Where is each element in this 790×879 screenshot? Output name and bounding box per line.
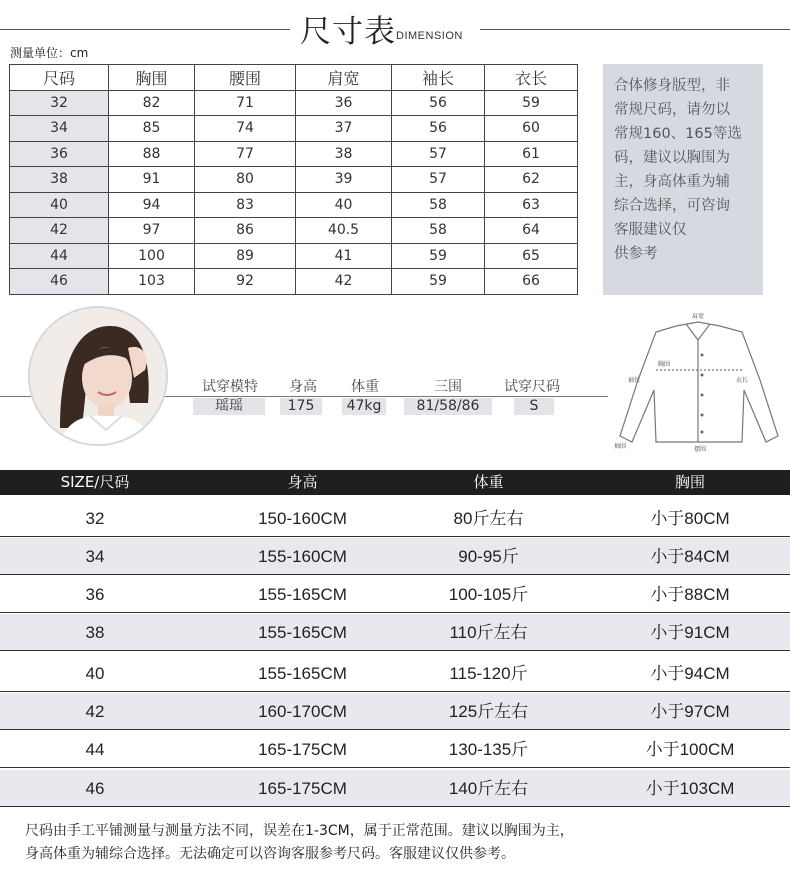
header-height: 身高	[287, 473, 318, 491]
cell-height: 155-165CM	[258, 585, 347, 604]
table-cell: 91	[109, 167, 195, 193]
cell-size: 36	[85, 585, 105, 604]
header-rule-left	[0, 29, 290, 30]
diagram-label-sleeve: 袖长	[628, 377, 641, 384]
table-cell: 37	[296, 116, 392, 142]
table-cell: 60	[485, 116, 578, 142]
cell-weight: 130-135斤	[448, 740, 529, 759]
table-cell: 77	[195, 141, 296, 167]
unit-label: 测量单位：cm	[10, 46, 89, 60]
cell-size: 44	[85, 740, 105, 759]
model-label-weight: 体重	[351, 379, 379, 395]
note-line: 常规尺码，请勿以	[614, 102, 730, 118]
header-waist: 腰围	[195, 65, 296, 91]
table-cell: 56	[392, 90, 485, 116]
table-cell: 80	[195, 167, 296, 193]
table-cell: 42	[296, 269, 392, 295]
header-size: SIZE/尺码	[60, 473, 130, 491]
table-row	[10, 141, 578, 167]
size-row	[0, 655, 790, 692]
size-row	[0, 693, 790, 730]
table-cell: 44	[10, 243, 109, 269]
header-length: 衣长	[485, 65, 578, 91]
table-cell: 59	[392, 243, 485, 269]
table-cell: 94	[109, 192, 195, 218]
table-row	[10, 243, 578, 269]
table-cell: 34	[10, 116, 109, 142]
model-height: 175	[280, 398, 322, 415]
cell-chest: 小于97CM	[650, 702, 730, 721]
table-row	[10, 116, 578, 142]
table-row	[10, 90, 578, 116]
table-cell: 83	[195, 192, 296, 218]
table-cell: 65	[485, 243, 578, 269]
cell-height: 165-175CM	[258, 779, 347, 798]
size-table-header	[0, 470, 790, 495]
model-measurements: 81/58/86	[404, 398, 492, 415]
cell-size: 46	[85, 779, 105, 798]
table-cell: 40.5	[296, 218, 392, 244]
table-cell: 58	[392, 192, 485, 218]
cell-size: 42	[85, 702, 105, 721]
cell-weight: 80斤左右	[453, 509, 524, 528]
table-cell: 40	[10, 192, 109, 218]
measurement-table	[9, 64, 578, 295]
page-subtitle: DIMENSION	[396, 30, 463, 42]
table-cell: 39	[296, 167, 392, 193]
model-name: 瑶瑶	[193, 398, 265, 415]
table-cell: 82	[109, 90, 195, 116]
cell-weight: 115-120斤	[449, 664, 528, 683]
size-row	[0, 576, 790, 613]
cell-height: 160-170CM	[258, 702, 347, 721]
cell-height: 150-160CM	[258, 509, 347, 528]
table-row	[10, 192, 578, 218]
cell-chest: 小于88CM	[650, 585, 730, 604]
model-label-measurements: 三围	[434, 379, 462, 395]
cell-height: 155-165CM	[258, 664, 347, 683]
note-line: 常规160、165等选	[614, 126, 742, 142]
footer-note	[25, 820, 574, 866]
model-size: S	[514, 398, 554, 415]
table-cell: 61	[485, 141, 578, 167]
header-chest: 胸围	[674, 473, 705, 491]
table-cell: 59	[392, 269, 485, 295]
model-label-size: 试穿尺码	[504, 379, 560, 395]
shirt-diagram	[610, 310, 788, 452]
header-sleeve: 袖长	[392, 65, 485, 91]
cell-size: 32	[85, 509, 105, 528]
cell-weight: 110斤左右	[449, 623, 528, 642]
table-cell: 46	[10, 269, 109, 295]
table-cell: 92	[195, 269, 296, 295]
table-cell: 32	[10, 90, 109, 116]
cell-height: 165-175CM	[258, 740, 347, 759]
cell-height: 155-165CM	[258, 623, 347, 642]
model-weight: 47kg	[342, 398, 386, 415]
diagram-label-cuff: 袖围	[614, 443, 627, 450]
table-cell: 85	[109, 116, 195, 142]
cell-chest: 小于100CM	[645, 740, 735, 759]
size-row	[0, 500, 790, 537]
table-row	[10, 218, 578, 244]
table-cell: 56	[392, 116, 485, 142]
header-weight: 体重	[473, 473, 504, 491]
header-chest: 胸围	[109, 65, 195, 91]
table-cell: 42	[10, 218, 109, 244]
note-line: 码，建议以胸围为	[614, 150, 730, 166]
page-title: 尺寸表	[300, 14, 396, 50]
table-cell: 74	[195, 116, 296, 142]
cell-height: 155-160CM	[258, 547, 347, 566]
header-size: 尺码	[10, 65, 109, 91]
header-shoulder: 肩宽	[296, 65, 392, 91]
cell-weight: 140斤左右	[448, 779, 529, 798]
table-cell: 40	[296, 192, 392, 218]
table-cell: 63	[485, 192, 578, 218]
cell-chest: 小于94CM	[650, 664, 730, 683]
note-line: 客服建议仅	[614, 222, 687, 238]
diagram-label-shoulder: 肩宽	[692, 313, 705, 320]
table-cell: 71	[195, 90, 296, 116]
table-cell: 57	[392, 167, 485, 193]
table-cell: 97	[109, 218, 195, 244]
table-cell: 89	[195, 243, 296, 269]
model-label-height: 身高	[289, 379, 317, 395]
table-cell: 64	[485, 218, 578, 244]
diagram-label-chest: 胸围	[658, 361, 671, 368]
model-portrait-illustration	[30, 308, 168, 446]
table-cell: 88	[109, 141, 195, 167]
size-row	[0, 614, 790, 651]
cell-size: 34	[85, 547, 105, 566]
cell-chest: 小于80CM	[650, 509, 730, 528]
measurement-header-row	[10, 65, 578, 91]
table-cell: 36	[296, 90, 392, 116]
table-cell: 38	[296, 141, 392, 167]
note-line: 综合选择，可咨询	[614, 198, 730, 214]
table-cell: 36	[10, 141, 109, 167]
diagram-label-length: 衣长	[736, 377, 749, 384]
note-line: 合体修身版型，非	[614, 78, 730, 94]
note-line: 供参考	[614, 246, 658, 262]
footer-line: 身高体重为辅综合选择。无法确定可以咨询客服参考尺码。客服建议仅供参考。	[25, 846, 515, 862]
table-cell: 66	[485, 269, 578, 295]
table-row	[10, 269, 578, 295]
table-cell: 62	[485, 167, 578, 193]
size-row	[0, 770, 790, 807]
fit-note	[603, 64, 763, 295]
cell-chest: 小于103CM	[645, 779, 735, 798]
table-cell: 100	[109, 243, 195, 269]
table-cell: 41	[296, 243, 392, 269]
table-cell: 58	[392, 218, 485, 244]
diagram-label-hem: 摆围	[694, 446, 707, 452]
model-avatar	[28, 306, 168, 446]
cell-weight: 125斤左右	[448, 702, 529, 721]
cell-size: 38	[85, 623, 105, 642]
footer-line: 尺码由手工平铺测量与测量方法不同，误差在1-3CM，属于正常范围。建议以胸围为主，	[25, 823, 574, 839]
header-rule-right	[480, 29, 790, 30]
cell-chest: 小于91CM	[650, 623, 730, 642]
table-cell: 103	[109, 269, 195, 295]
cell-weight: 100-105斤	[448, 585, 529, 604]
table-cell: 86	[195, 218, 296, 244]
note-line: 主，身高体重为辅	[614, 174, 730, 190]
table-cell: 59	[485, 90, 578, 116]
table-cell: 38	[10, 167, 109, 193]
size-row	[0, 538, 790, 575]
cell-weight: 90-95斤	[458, 547, 519, 566]
size-row	[0, 731, 790, 768]
table-cell: 57	[392, 141, 485, 167]
cell-size: 40	[85, 664, 105, 683]
table-row	[10, 167, 578, 193]
model-label-name: 试穿模特	[202, 379, 258, 395]
cell-chest: 小于84CM	[650, 547, 730, 566]
